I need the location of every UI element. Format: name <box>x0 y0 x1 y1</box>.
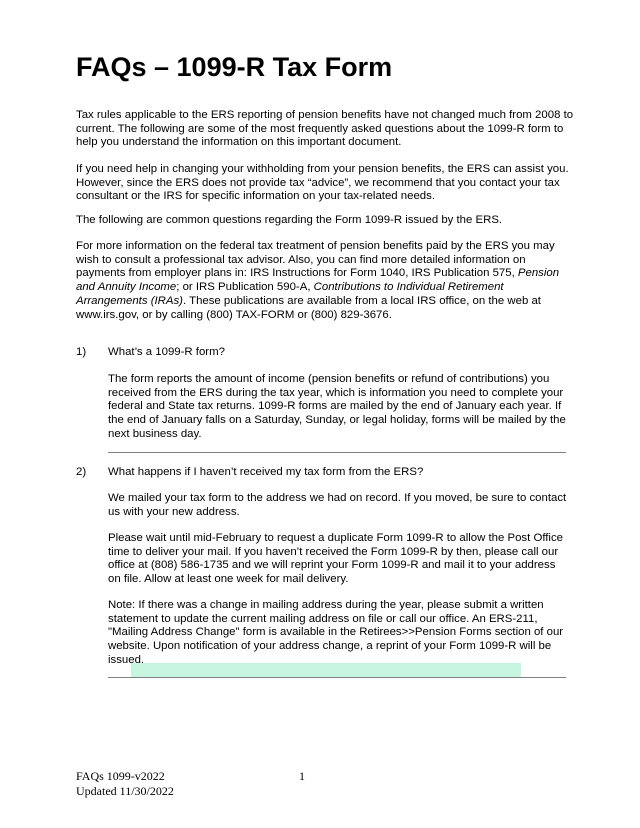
divider-1 <box>108 452 566 453</box>
page-title: FAQs – 1099-R Tax Form <box>76 52 393 82</box>
footer-updated: Updated 11/30/2022 <box>76 784 174 798</box>
question-1-number: 1) <box>76 346 87 358</box>
more-info-text-3: . These publications are available from a local IRS office, on the web at www.irs.gov, or by calling (800) TAX-FORM or (800) 829-3676. <box>76 294 541 321</box>
question-2-text: What happens if I haven’t received my tax form from the ERS? <box>108 466 424 478</box>
divider-2 <box>108 677 566 678</box>
intro-paragraph-3: The following are common questions regarding the Form 1099-R issued by the ERS. <box>76 214 503 226</box>
question-1-answer-1: The form reports the amount of income (pension benefits or refund of contributions) you received from the ERS during the tax year, which is information you need to complete your federal and State tax returns. 1099-R forms are mailed by the end of January each year. If the end of January falls on a Saturday, Sunday, or legal holiday, forms will be mailed by the next business day. <box>108 373 566 440</box>
question-2-number: 2) <box>76 466 87 478</box>
more-info-paragraph <box>76 240 576 322</box>
question-2-answer-1: We mailed your tax form to the address we had on record. If you moved, be sure to contact us with your new address. <box>108 492 567 518</box>
question-2-answer-2: Please wait until mid-February to request a duplicate Form 1099-R to allow the Post Office time to deliver your mail. If you haven’t received the Form 1099-R by then, please call our office at (808) 586-1735 and we will reprint your Form 1099-R and mail it to your address on file. Allow at least one week for mail delivery. <box>108 532 563 586</box>
more-info-text-1: For more information on the federal tax treatment of pension benefits paid by the ERS you may wish to consult a professional tax advisor. Also, you can find more detailed information on payments from employer plans in: IRS Instructions for Form 1040, IRS Publication 575, <box>76 240 555 280</box>
footer-doc-id: FAQs 1099-v2022 <box>76 769 165 783</box>
more-info-text-2: ; or IRS Publication 590-A, <box>176 281 314 294</box>
more-info-italic-1: Pension and Annuity Income <box>76 267 560 294</box>
more-info-italic-2: Contributions to Individual Retirement Arrangements (IRAs) <box>76 281 504 307</box>
intro-paragraph-2: If you need help in changing your withholding from your pension benefits, the ERS can assist you. However, since the ERS does not provide tax “advice”, we recommend that you contact your tax consultant or the IRS for specific information on your tax-related needs. <box>76 163 569 203</box>
question-1-text: What’s a 1099-R form? <box>108 346 225 358</box>
question-2-answer-3: Note: If there was a change in mailing address during the year, please submit a written statement to update the current mailing address on file or call our office. An ERS-211, "Mailing Address Change" form is available in the Retirees>>Pension Forms section of our website. Upon notification of your address change, a reprint of your Form 1099-R will be issued. <box>108 599 564 666</box>
intro-paragraph-1: Tax rules applicable to the ERS reporting of pension benefits have not changed much from 2008 to current. The following are some of the most frequently asked questions about the 1099-R form to help you understand the information on this important document. <box>76 109 574 149</box>
footer-page-number: 1 <box>299 769 305 783</box>
